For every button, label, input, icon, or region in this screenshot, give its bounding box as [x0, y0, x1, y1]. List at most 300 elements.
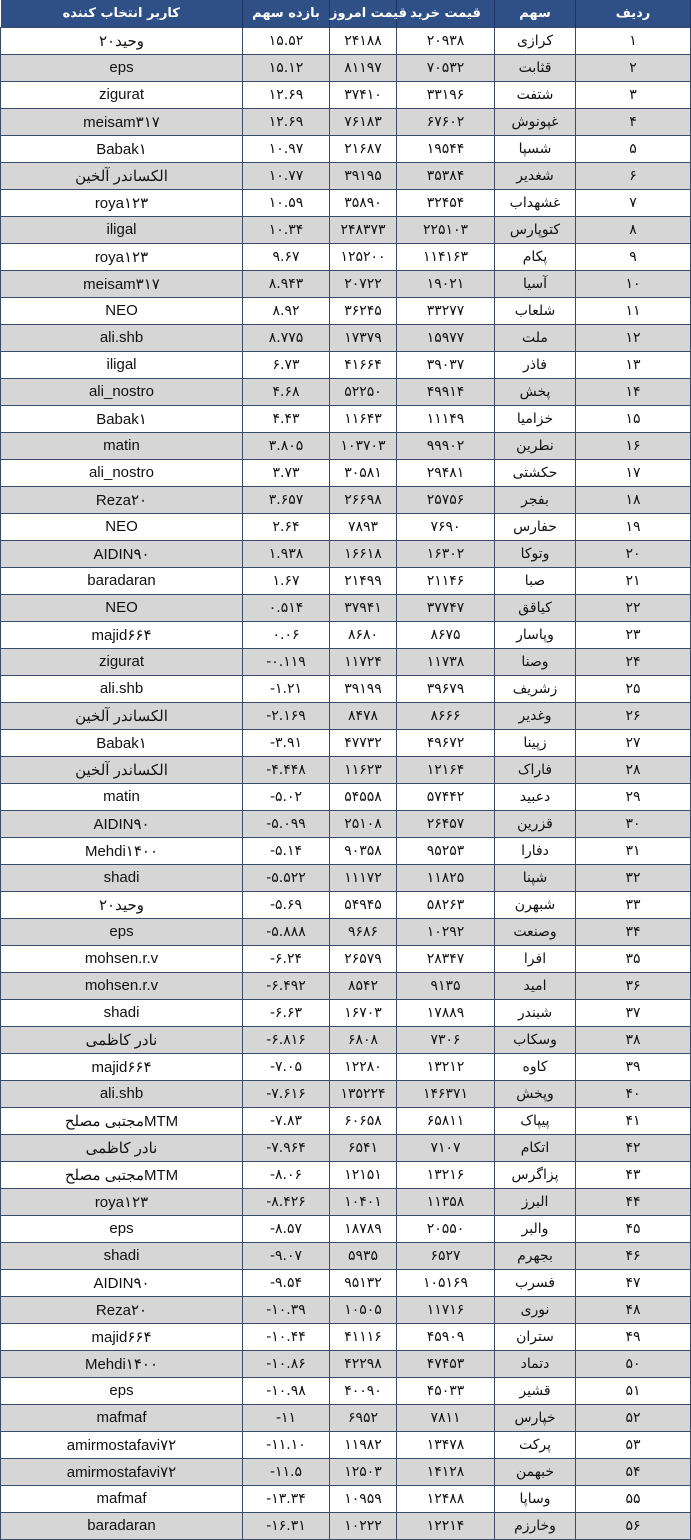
cell-today-price: ۷۶۱۸۳	[330, 108, 397, 135]
cell-today-price: ۱۰۴۰۱	[330, 1188, 397, 1215]
cell-return: -۷.۰۵	[243, 1053, 330, 1080]
cell-user: AIDIN۹۰	[1, 540, 243, 567]
cell-return: -۶.۸۱۶	[243, 1026, 330, 1053]
cell-row-number: ۳	[576, 81, 691, 108]
cell-stock: ملت	[495, 324, 576, 351]
cell-buy-price: ۱۱۳۵۸	[397, 1188, 495, 1215]
cell-stock: کتوپارس	[495, 216, 576, 243]
cell-today-price: ۳۷۹۴۱	[330, 594, 397, 621]
cell-return: -۱۱	[243, 1404, 330, 1431]
table-row	[1, 702, 691, 729]
cell-return: ۱۰.۹۷	[243, 135, 330, 162]
table-row	[1, 972, 691, 999]
cell-stock: وخارزم	[495, 1512, 576, 1539]
cell-return: ۳.۷۳	[243, 459, 330, 486]
cell-user: NEO	[1, 594, 243, 621]
table-row	[1, 891, 691, 918]
cell-user: NEO	[1, 513, 243, 540]
cell-user: iligal	[1, 216, 243, 243]
cell-user: الکساندر آلخین	[1, 756, 243, 783]
cell-return: ۸.۹۴۳	[243, 270, 330, 297]
cell-return: ۳.۸۰۵	[243, 432, 330, 459]
table-row	[1, 1512, 691, 1539]
cell-buy-price: ۱۱۱۴۹	[397, 405, 495, 432]
cell-return: ۱۰.۳۴	[243, 216, 330, 243]
cell-user: eps	[1, 54, 243, 81]
cell-return: ۴.۴۳	[243, 405, 330, 432]
cell-stock: ستران	[495, 1323, 576, 1350]
cell-user: Mehdi۱۴۰۰	[1, 837, 243, 864]
cell-stock: قشیر	[495, 1377, 576, 1404]
cell-row-number: ۵۲	[576, 1404, 691, 1431]
cell-buy-price: ۵۸۲۶۳	[397, 891, 495, 918]
table-row	[1, 1377, 691, 1404]
cell-buy-price: ۱۶۳۰۲	[397, 540, 495, 567]
table-row	[1, 351, 691, 378]
cell-buy-price: ۶۵۲۷	[397, 1242, 495, 1269]
table-row	[1, 432, 691, 459]
cell-user: mafmaf	[1, 1485, 243, 1512]
cell-stock: فاراک	[495, 756, 576, 783]
table-row	[1, 1485, 691, 1512]
cell-stock: بفجر	[495, 486, 576, 513]
cell-return: -۱۰.۴۴	[243, 1323, 330, 1350]
cell-row-number: ۳۸	[576, 1026, 691, 1053]
cell-buy-price: ۴۵۰۳۳	[397, 1377, 495, 1404]
cell-buy-price: ۱۳۲۱۶	[397, 1161, 495, 1188]
cell-row-number: ۲۲	[576, 594, 691, 621]
cell-today-price: ۴۱۶۶۴	[330, 351, 397, 378]
cell-stock: حکشتی	[495, 459, 576, 486]
cell-buy-price: ۷۰۵۳۲	[397, 54, 495, 81]
cell-row-number: ۲۷	[576, 729, 691, 756]
cell-buy-price: ۱۲۲۱۴	[397, 1512, 495, 1539]
cell-today-price: ۳۷۴۱۰	[330, 81, 397, 108]
table-row	[1, 594, 691, 621]
cell-row-number: ۵۰	[576, 1350, 691, 1377]
cell-stock: شپنا	[495, 864, 576, 891]
cell-buy-price: ۶۵۸۱۱	[397, 1107, 495, 1134]
cell-today-price: ۴۱۱۱۶	[330, 1323, 397, 1350]
cell-user: mohsen.r.v	[1, 972, 243, 999]
cell-user: وحید۲۰	[1, 891, 243, 918]
cell-buy-price: ۱۲۴۸۸	[397, 1485, 495, 1512]
cell-row-number: ۲۶	[576, 702, 691, 729]
cell-user: roya۱۲۳	[1, 243, 243, 270]
table-row	[1, 1188, 691, 1215]
table-row	[1, 1080, 691, 1107]
cell-buy-price: ۲۹۴۸۱	[397, 459, 495, 486]
cell-stock: وپخش	[495, 1080, 576, 1107]
cell-row-number: ۱۳	[576, 351, 691, 378]
cell-user: roya۱۲۳	[1, 1188, 243, 1215]
cell-row-number: ۱۴	[576, 378, 691, 405]
cell-today-price: ۹۰۳۵۸	[330, 837, 397, 864]
cell-row-number: ۴۳	[576, 1161, 691, 1188]
cell-buy-price: ۲۲۵۱۰۳	[397, 216, 495, 243]
cell-return: ۱۵.۵۲	[243, 27, 330, 54]
cell-row-number: ۹	[576, 243, 691, 270]
cell-buy-price: ۱۰۲۹۲	[397, 918, 495, 945]
cell-user: ali.shb	[1, 1080, 243, 1107]
table-row	[1, 675, 691, 702]
cell-stock: پکام	[495, 243, 576, 270]
table-row	[1, 216, 691, 243]
cell-user: eps	[1, 1377, 243, 1404]
cell-buy-price: ۱۹۰۲۱	[397, 270, 495, 297]
cell-user: majid۶۶۴	[1, 1323, 243, 1350]
cell-buy-price: ۴۵۹۰۹	[397, 1323, 495, 1350]
cell-row-number: ۳۱	[576, 837, 691, 864]
table-row	[1, 783, 691, 810]
cell-row-number: ۴	[576, 108, 691, 135]
cell-buy-price: ۳۳۲۷۷	[397, 297, 495, 324]
cell-stock: وساپا	[495, 1485, 576, 1512]
cell-today-price: ۲۱۶۸۷	[330, 135, 397, 162]
cell-return: -۵.۵۲۲	[243, 864, 330, 891]
cell-today-price: ۳۹۱۹۵	[330, 162, 397, 189]
cell-stock: وتوکا	[495, 540, 576, 567]
cell-return: ۹.۶۷	[243, 243, 330, 270]
cell-today-price: ۶۰۶۵۸	[330, 1107, 397, 1134]
header-row-number: ردیف	[576, 0, 691, 27]
cell-user: mohsen.r.v	[1, 945, 243, 972]
cell-buy-price: ۱۲۱۶۴	[397, 756, 495, 783]
cell-row-number: ۴۶	[576, 1242, 691, 1269]
cell-row-number: ۳۹	[576, 1053, 691, 1080]
cell-today-price: ۱۰۳۷۰۳	[330, 432, 397, 459]
cell-user: ali_nostro	[1, 378, 243, 405]
cell-buy-price: ۱۱۷۱۶	[397, 1296, 495, 1323]
table-row	[1, 1242, 691, 1269]
cell-buy-price: ۳۵۳۸۴	[397, 162, 495, 189]
cell-today-price: ۲۶۵۷۹	[330, 945, 397, 972]
cell-buy-price: ۲۶۴۵۷	[397, 810, 495, 837]
header-today-price: قیمت امروز	[330, 0, 397, 27]
cell-user: baradaran	[1, 1512, 243, 1539]
cell-user: matin	[1, 783, 243, 810]
table-header	[1, 0, 691, 27]
cell-stock: بجهرم	[495, 1242, 576, 1269]
cell-buy-price: ۲۸۳۴۷	[397, 945, 495, 972]
table-row	[1, 1404, 691, 1431]
cell-return: ۲.۶۴	[243, 513, 330, 540]
cell-today-price: ۳۰۵۸۱	[330, 459, 397, 486]
cell-today-price: ۱۲۵۰۳	[330, 1458, 397, 1485]
cell-stock: کیاقق	[495, 594, 576, 621]
cell-stock: شبندر	[495, 999, 576, 1026]
cell-row-number: ۳۲	[576, 864, 691, 891]
cell-user: Babak۱	[1, 405, 243, 432]
cell-row-number: ۵۵	[576, 1485, 691, 1512]
cell-stock: دتماد	[495, 1350, 576, 1377]
cell-stock: البرز	[495, 1188, 576, 1215]
cell-return: ۸.۷۷۵	[243, 324, 330, 351]
cell-stock: نطرین	[495, 432, 576, 459]
cell-return: -۵.۰۲	[243, 783, 330, 810]
cell-stock: خبهمن	[495, 1458, 576, 1485]
table-row	[1, 918, 691, 945]
cell-stock: پیپاک	[495, 1107, 576, 1134]
cell-row-number: ۱۲	[576, 324, 691, 351]
cell-stock: فاذر	[495, 351, 576, 378]
cell-buy-price: ۳۲۴۵۴	[397, 189, 495, 216]
cell-stock: شسپا	[495, 135, 576, 162]
cell-return: -۴.۴۴۸	[243, 756, 330, 783]
cell-row-number: ۴۷	[576, 1269, 691, 1296]
cell-user: Babak۱	[1, 729, 243, 756]
cell-row-number: ۱۱	[576, 297, 691, 324]
cell-stock: شغدیر	[495, 162, 576, 189]
cell-row-number: ۲۵	[576, 675, 691, 702]
cell-row-number: ۲۳	[576, 621, 691, 648]
cell-stock: شتفت	[495, 81, 576, 108]
cell-buy-price: ۳۹۰۳۷	[397, 351, 495, 378]
cell-row-number: ۱۹	[576, 513, 691, 540]
cell-row-number: ۲۱	[576, 567, 691, 594]
cell-stock: وغدیر	[495, 702, 576, 729]
cell-stock: دفارا	[495, 837, 576, 864]
table-row	[1, 1458, 691, 1485]
cell-return: -۱.۲۱	[243, 675, 330, 702]
cell-return: ۳.۶۵۷	[243, 486, 330, 513]
table-row	[1, 729, 691, 756]
cell-user: roya۱۲۳	[1, 189, 243, 216]
cell-buy-price: ۲۰۵۵۰	[397, 1215, 495, 1242]
cell-buy-price: ۳۳۱۹۶	[397, 81, 495, 108]
cell-stock: قزرین	[495, 810, 576, 837]
cell-return: -۷.۹۶۴	[243, 1134, 330, 1161]
cell-buy-price: ۹۹۹۰۲	[397, 432, 495, 459]
cell-user: shadi	[1, 999, 243, 1026]
cell-row-number: ۱۵	[576, 405, 691, 432]
cell-buy-price: ۱۵۹۷۷	[397, 324, 495, 351]
cell-today-price: ۹۶۸۶	[330, 918, 397, 945]
cell-return: ۶.۷۳	[243, 351, 330, 378]
cell-stock: خپارس	[495, 1404, 576, 1431]
table-row	[1, 81, 691, 108]
cell-today-price: ۸۱۱۹۷	[330, 54, 397, 81]
cell-stock: شبهرن	[495, 891, 576, 918]
cell-today-price: ۱۱۹۸۲	[330, 1431, 397, 1458]
cell-today-price: ۸۴۷۸	[330, 702, 397, 729]
cell-stock: خزامیا	[495, 405, 576, 432]
cell-return: ۴.۶۸	[243, 378, 330, 405]
table-row	[1, 1053, 691, 1080]
cell-buy-price: ۸۶۷۵	[397, 621, 495, 648]
cell-today-price: ۴۲۲۹۸	[330, 1350, 397, 1377]
header-buy-price: قیمت خرید	[397, 0, 495, 27]
cell-return: -۷.۸۳	[243, 1107, 330, 1134]
cell-stock: پزاگرس	[495, 1161, 576, 1188]
cell-row-number: ۴۲	[576, 1134, 691, 1161]
cell-user: amirmostafavi۷۲	[1, 1458, 243, 1485]
cell-buy-price: ۲۱۱۴۶	[397, 567, 495, 594]
cell-buy-price: ۷۱۰۷	[397, 1134, 495, 1161]
cell-return: -۸.۴۲۶	[243, 1188, 330, 1215]
table-row	[1, 864, 691, 891]
cell-return: ۰.۰۶	[243, 621, 330, 648]
cell-today-price: ۶۸۰۸	[330, 1026, 397, 1053]
cell-today-price: ۲۴۱۸۸	[330, 27, 397, 54]
cell-row-number: ۳۰	[576, 810, 691, 837]
cell-today-price: ۶۹۵۲	[330, 1404, 397, 1431]
cell-return: ۸.۹۲	[243, 297, 330, 324]
cell-stock: اتکام	[495, 1134, 576, 1161]
cell-buy-price: ۱۳۴۷۸	[397, 1431, 495, 1458]
cell-return: ۱۰.۵۹	[243, 189, 330, 216]
cell-row-number: ۳۴	[576, 918, 691, 945]
cell-today-price: ۱۶۷۰۳	[330, 999, 397, 1026]
table-row	[1, 270, 691, 297]
cell-row-number: ۳۳	[576, 891, 691, 918]
cell-stock: نوری	[495, 1296, 576, 1323]
cell-today-price: ۲۶۶۹۸	[330, 486, 397, 513]
cell-row-number: ۷	[576, 189, 691, 216]
cell-row-number: ۸	[576, 216, 691, 243]
cell-stock: وپاسار	[495, 621, 576, 648]
table-row	[1, 486, 691, 513]
table-row	[1, 459, 691, 486]
cell-user: مجتبی مصلحMTM	[1, 1107, 243, 1134]
table-row	[1, 945, 691, 972]
cell-buy-price: ۱۷۸۸۹	[397, 999, 495, 1026]
cell-return: ۱۲.۶۹	[243, 108, 330, 135]
cell-stock: افرا	[495, 945, 576, 972]
table-row	[1, 1215, 691, 1242]
table-row	[1, 756, 691, 783]
cell-user: نادر کاظمی	[1, 1134, 243, 1161]
cell-return: -۰.۱۱۹	[243, 648, 330, 675]
cell-return: -۲.۱۶۹	[243, 702, 330, 729]
cell-today-price: ۱۰۹۵۹	[330, 1485, 397, 1512]
cell-stock: کاوه	[495, 1053, 576, 1080]
cell-today-price: ۱۱۶۴۳	[330, 405, 397, 432]
table-row	[1, 324, 691, 351]
cell-today-price: ۱۱۶۲۳	[330, 756, 397, 783]
cell-return: ۱۵.۱۲	[243, 54, 330, 81]
cell-row-number: ۱۶	[576, 432, 691, 459]
cell-row-number: ۴۸	[576, 1296, 691, 1323]
cell-stock: فسرب	[495, 1269, 576, 1296]
cell-user: ali_nostro	[1, 459, 243, 486]
cell-row-number: ۱	[576, 27, 691, 54]
cell-return: ۰.۵۱۴	[243, 594, 330, 621]
cell-stock: زپینا	[495, 729, 576, 756]
cell-buy-price: ۲۰۹۳۸	[397, 27, 495, 54]
cell-user: Reza۲۰	[1, 1296, 243, 1323]
cell-row-number: ۵۴	[576, 1458, 691, 1485]
cell-today-price: ۴۰۰۹۰	[330, 1377, 397, 1404]
cell-today-price: ۱۱۱۷۲	[330, 864, 397, 891]
table-row	[1, 297, 691, 324]
cell-user: مجتبی مصلحMTM	[1, 1161, 243, 1188]
table-row	[1, 1323, 691, 1350]
cell-return: -۶.۲۴	[243, 945, 330, 972]
table-row	[1, 243, 691, 270]
cell-user: NEO	[1, 297, 243, 324]
cell-user: AIDIN۹۰	[1, 810, 243, 837]
cell-user: وحید۲۰	[1, 27, 243, 54]
table-row	[1, 1161, 691, 1188]
cell-today-price: ۵۴۹۴۵	[330, 891, 397, 918]
cell-buy-price: ۱۴۱۲۸	[397, 1458, 495, 1485]
cell-user: meisam۳۱۷	[1, 108, 243, 135]
cell-row-number: ۴۴	[576, 1188, 691, 1215]
cell-row-number: ۲۰	[576, 540, 691, 567]
cell-row-number: ۲۸	[576, 756, 691, 783]
cell-return: -۱۳.۳۴	[243, 1485, 330, 1512]
cell-today-price: ۱۲۱۵۱	[330, 1161, 397, 1188]
cell-buy-price: ۱۳۲۱۲	[397, 1053, 495, 1080]
cell-user: shadi	[1, 1242, 243, 1269]
cell-buy-price: ۷۳۰۶	[397, 1026, 495, 1053]
cell-return: -۸.۰۶	[243, 1161, 330, 1188]
table-row	[1, 27, 691, 54]
cell-user: Reza۲۰	[1, 486, 243, 513]
table-row	[1, 1269, 691, 1296]
cell-row-number: ۲۹	[576, 783, 691, 810]
cell-return: ۱.۶۷	[243, 567, 330, 594]
cell-today-price: ۲۰۷۲۲	[330, 270, 397, 297]
cell-today-price: ۱۲۵۲۰۰	[330, 243, 397, 270]
cell-today-price: ۵۲۲۵۰	[330, 378, 397, 405]
cell-row-number: ۴۱	[576, 1107, 691, 1134]
cell-buy-price: ۷۸۱۱	[397, 1404, 495, 1431]
cell-buy-price: ۷۶۹۰	[397, 513, 495, 540]
cell-stock: غشهداب	[495, 189, 576, 216]
cell-buy-price: ۱۹۵۴۴	[397, 135, 495, 162]
cell-today-price: ۱۶۶۱۸	[330, 540, 397, 567]
cell-today-price: ۲۱۴۹۹	[330, 567, 397, 594]
cell-row-number: ۴۹	[576, 1323, 691, 1350]
cell-user: majid۶۶۴	[1, 1053, 243, 1080]
cell-user: الکساندر آلخین	[1, 162, 243, 189]
cell-today-price: ۱۸۷۸۹	[330, 1215, 397, 1242]
cell-today-price: ۳۵۸۹۰	[330, 189, 397, 216]
cell-stock: وصنا	[495, 648, 576, 675]
table-row	[1, 189, 691, 216]
cell-today-price: ۹۵۱۳۲	[330, 1269, 397, 1296]
cell-user: mafmaf	[1, 1404, 243, 1431]
cell-return: -۱۰.۸۶	[243, 1350, 330, 1377]
cell-user: Babak۱	[1, 135, 243, 162]
cell-row-number: ۵۳	[576, 1431, 691, 1458]
cell-today-price: ۱۲۲۸۰	[330, 1053, 397, 1080]
cell-stock: پخش	[495, 378, 576, 405]
cell-return: -۱۰.۹۸	[243, 1377, 330, 1404]
cell-row-number: ۶	[576, 162, 691, 189]
header-user: کاربر انتخاب کننده	[1, 0, 243, 27]
cell-buy-price: ۹۱۳۵	[397, 972, 495, 999]
cell-return: -۹.۰۷	[243, 1242, 330, 1269]
cell-return: -۱۶.۳۱	[243, 1512, 330, 1539]
cell-stock: دعبید	[495, 783, 576, 810]
cell-user: majid۶۶۴	[1, 621, 243, 648]
cell-stock: امید	[495, 972, 576, 999]
cell-buy-price: ۱۴۶۳۷۱	[397, 1080, 495, 1107]
cell-user: eps	[1, 1215, 243, 1242]
cell-return: ۱۲.۶۹	[243, 81, 330, 108]
cell-return: -۸.۵۷	[243, 1215, 330, 1242]
table-row	[1, 1350, 691, 1377]
cell-return: -۵.۱۴	[243, 837, 330, 864]
cell-row-number: ۳۶	[576, 972, 691, 999]
cell-stock: زشریف	[495, 675, 576, 702]
cell-buy-price: ۱۱۷۳۸	[397, 648, 495, 675]
table-row	[1, 1134, 691, 1161]
cell-return: -۹.۵۴	[243, 1269, 330, 1296]
